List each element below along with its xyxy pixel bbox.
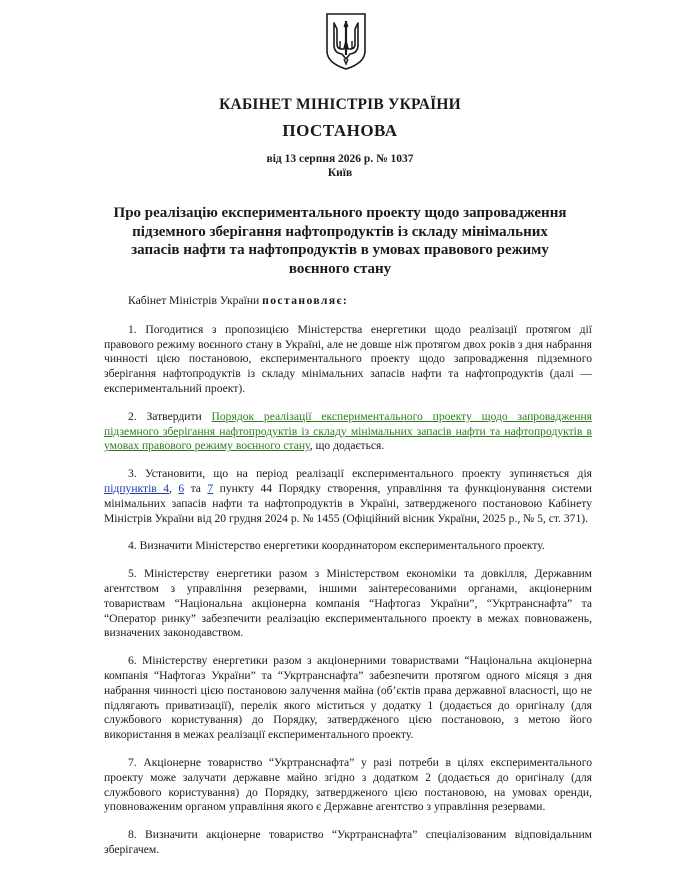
coat-of-arms-trident-icon <box>324 11 368 71</box>
paragraph-2 <box>104 410 592 454</box>
paragraph-4: 4. Визначити Міністерство енергетики координатором експериментального проекту. <box>128 539 545 553</box>
document-type: ПОСТАНОВА <box>282 121 398 140</box>
subparagraph-4-link[interactable]: підпунктів 4 <box>104 481 170 495</box>
paragraph-3-sep: , <box>169 481 179 495</box>
lead-paragraph <box>104 294 592 309</box>
subparagraph-6-link[interactable]: 6 <box>178 481 185 495</box>
paragraph-3 <box>104 467 592 526</box>
decree-city: Київ <box>327 167 353 179</box>
paragraph-2-suffix: , що додається. <box>309 439 385 453</box>
paragraph-6: 6. Міністерству енергетики разом з акціонерними товариствами “Національна акціонерна компанія “Нафтогаз України” та “Укртранснафта” забезпечити протягом одного місяця з дня набрання чинності цією постановою залучення майна (об’єктів права державної власності, що не підлягають приватизації), перелік якого міститься у додатку 1 (додається до оригіналу (для службового користування) до Порядку, затвердженого цією постановою, з метою його використання в межах реалізації експериментального проекту. <box>104 654 592 742</box>
procedure-link[interactable]: Порядок реалізації експериментального проекту щодо запровадження підземного зберігання нафтопродуктів із складу мінімальних запасів нафти та нафтопродуктів в умовах правового режиму воєнного стану <box>104 409 592 453</box>
paragraph-2-prefix: 2. Затвердити <box>128 409 212 423</box>
decree-title: Про реалізацію експериментального проекту щодо запровадження підземного зберігання нафтопродуктів із складу мінімальних запасів нафти та нафтопродуктів в умовах правового режиму воєнного стану <box>113 205 567 277</box>
decree-date: від 13 серпня 2026 р. № 1037 <box>266 153 414 165</box>
paragraph-3-sep: та <box>184 481 208 495</box>
lead-text: Кабінет Міністрів України <box>128 294 263 307</box>
issuer-heading: КАБІНЕТ МІНІСТРІВ УКРАЇНИ <box>219 96 461 113</box>
paragraph-3-prefix: 3. Установити, що на період реалізації експериментального проекту зупиняється дія <box>128 467 592 481</box>
paragraph-1: 1. Погодитися з пропозицією Міністерства енергетики щодо реалізації протягом дії правового режиму воєнного стану в Україні, але не довше ніж протягом двох років з дня набрання чинності цією постановою, експериментального проекту щодо запровадження підземного зберігання нафтопродуктів із складу мінімальних запасів нафти та нафтопродуктів (далі — експериментальний проект). <box>104 322 592 395</box>
decree-body <box>104 294 592 871</box>
subparagraph-7-link[interactable]: 7 <box>207 481 214 495</box>
paragraph-7: 7. Акціонерне товариство “Укртранснафта” у разі потреби в цілях експериментального проекту може залучати державне майно згідно з додатком 2 (додається до оригіналу (для службового користування) до Порядку, затвердженого цією постановою, на умовах оренди, уповноваженим органом управління якого є Державне агентство з управління резервами. <box>104 755 592 814</box>
paragraph-8: 8. Визначити акціонерне товариство “Укртранснафта” спеціалізованим відповідальним зберігачем. <box>104 828 592 856</box>
paragraph-3-suffix: пункту 44 Порядку створення, управління та функціонування системи мінімальних запасів нафти та нафтопродуктів в Україні, затвердженого постановою Кабінету Міністрів України від 20 грудня 2024 р. № 1455 (Офіційний вісник України, 2025 р., № 5, ст. 371). <box>104 481 593 525</box>
lead-emphasis: постановляє: <box>262 294 349 307</box>
paragraph-5: 5. Міністерству енергетики разом з Міністерством економіки та довкілля, Державним агентством з управління резервами, іншими заінтересованими органами, акціонерним товариствам “Національна акціонерна компанія “Нафтогаз України”, “Укртранснафта” та “Оператор ринку” забезпечити реалізацію експериментального проекту в межах повноважень, визначених законодавством. <box>104 567 592 640</box>
